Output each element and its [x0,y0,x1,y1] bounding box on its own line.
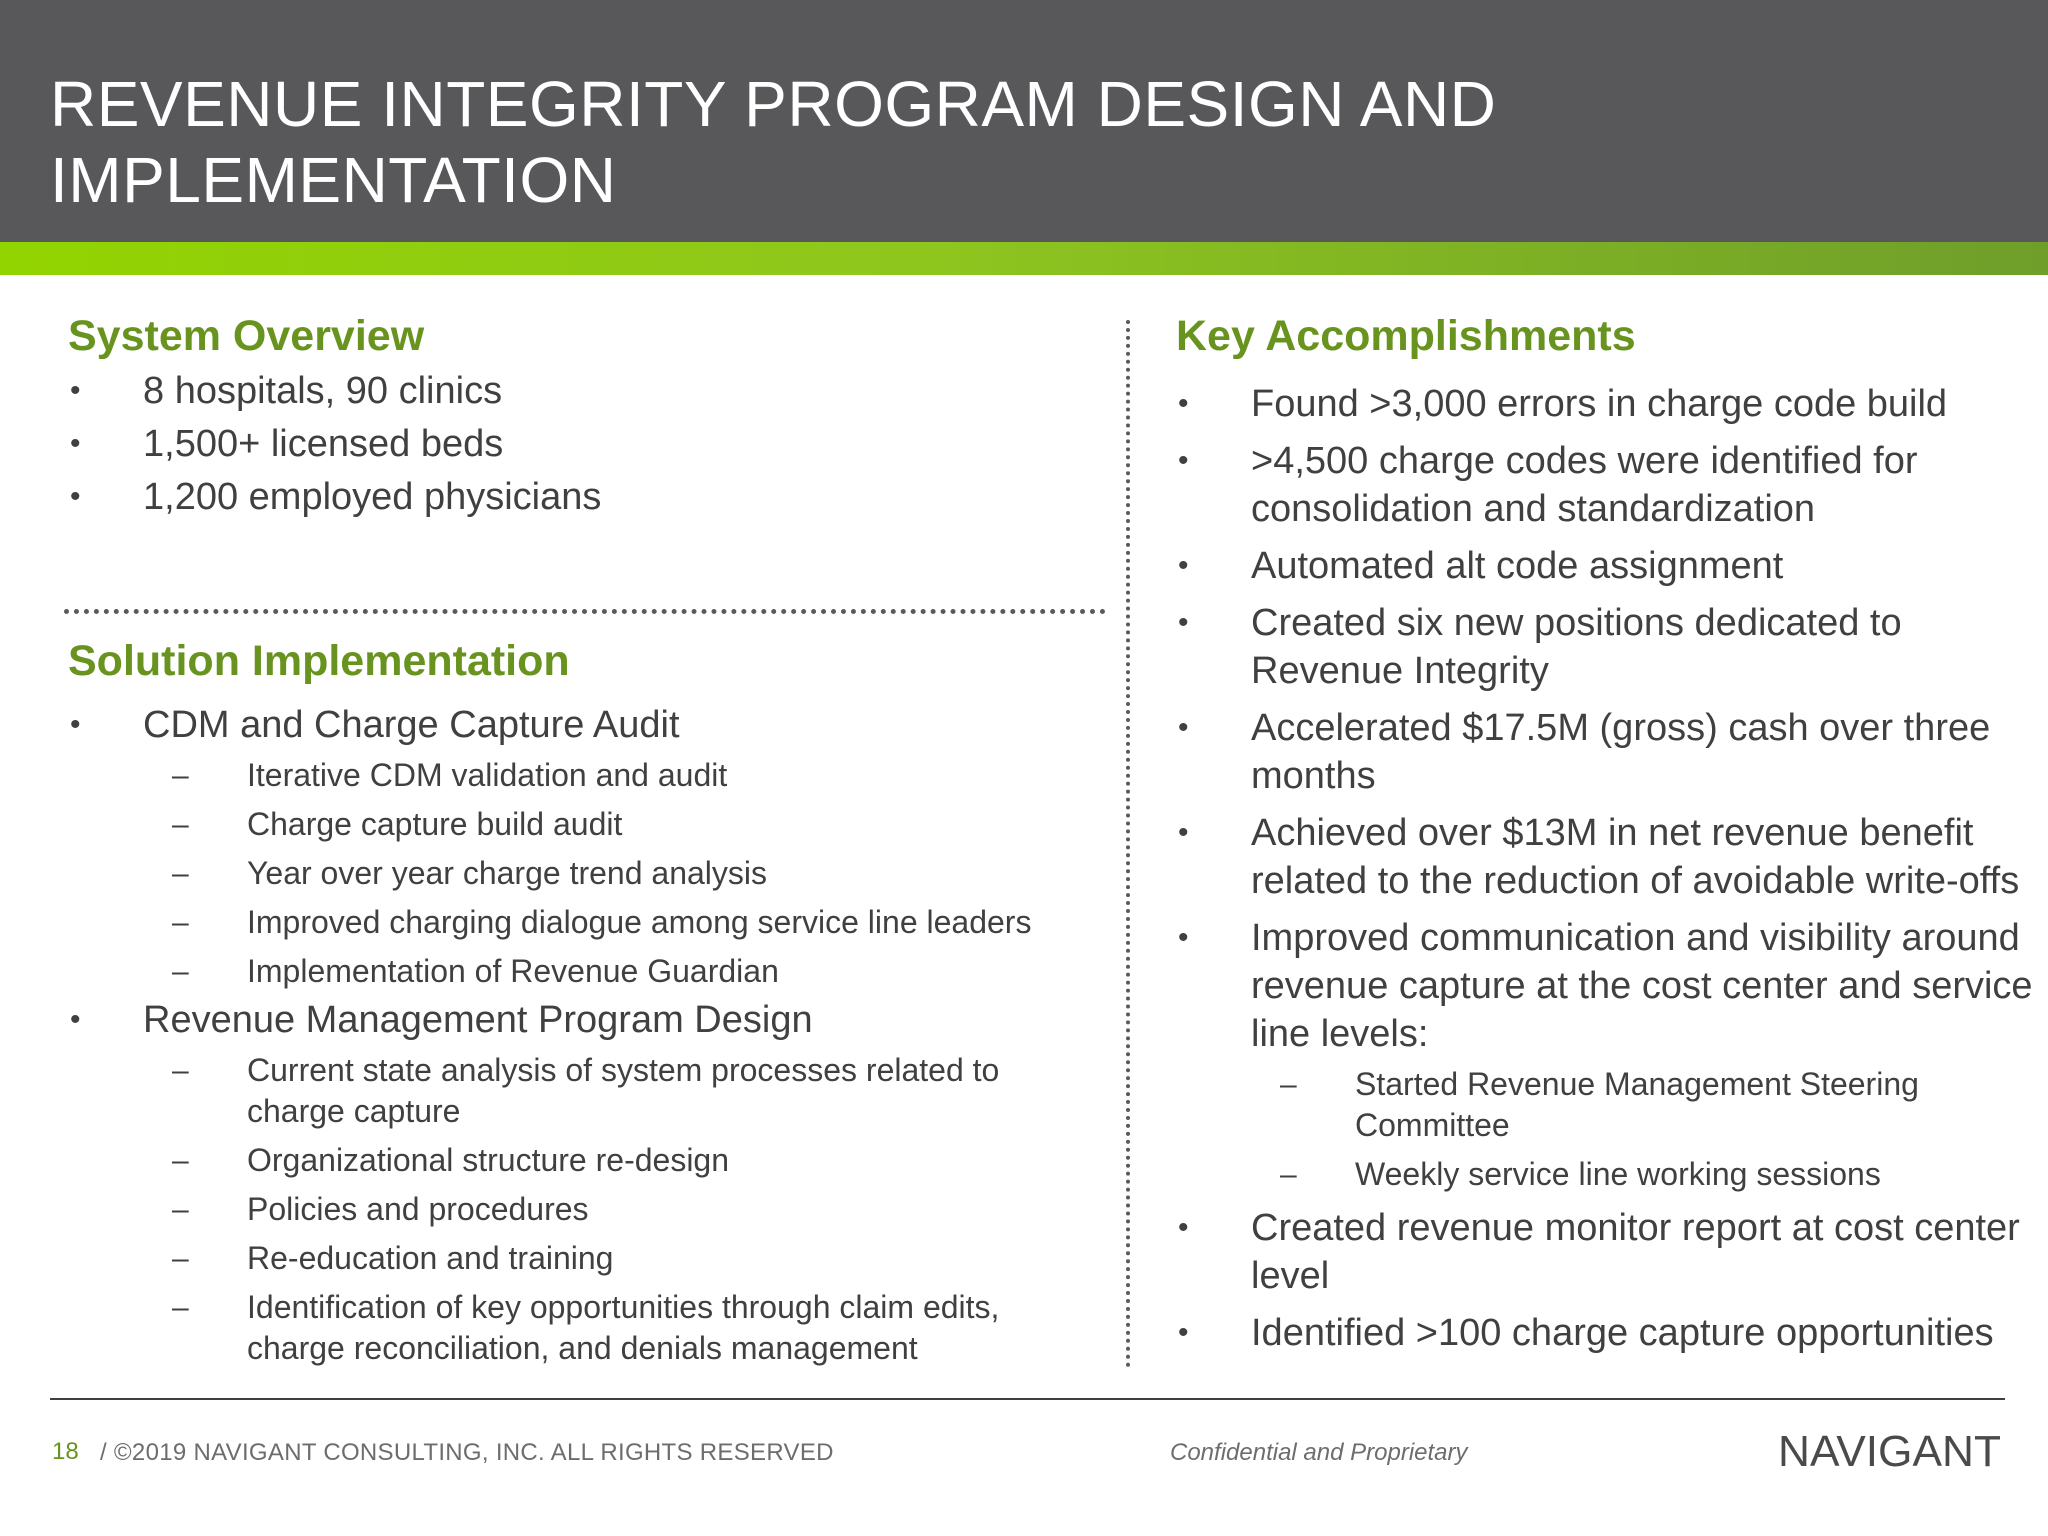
bullet-icon: • [1178,711,1189,744]
bullet-icon: • [1178,606,1189,639]
title-banner [0,0,2048,242]
solution-implementation-list [68,701,1118,1369]
sub-list-item: – Improved charging dialogue among service line leaders [68,902,1118,943]
list-item: • Created revenue monitor report at cost center level [1176,1204,2036,1300]
bullet-icon: • [1178,816,1189,849]
navigant-logo [1778,1424,2003,1474]
copyright-notice: / ©2019 NAVIGANT CONSULTING, INC. ALL RIGHTS RESERVED [100,1439,834,1466]
list-item: • Found >3,000 errors in charge code build [1176,380,2036,428]
footer-divider [50,1398,2005,1400]
system-overview-list [68,367,1098,521]
accent-bar [0,242,2048,275]
bullet-icon: • [1178,444,1189,477]
page-number: 18 [52,1438,79,1465]
sub-list-item: – Implementation of Revenue Guardian [68,951,1118,992]
list-item: • Revenue Management Program Design – Current state analysis of system processes related to charge capture – Organizational structure re-design – Policies and procedures – Re-education and training – Identification of key opportunities through claim edits, charge reconciliation, and denials management [68,996,1118,1369]
list-item: • 1,200 employed physicians [68,473,1098,521]
bullet-icon: • [1178,921,1189,954]
section-divider-horizontal [64,609,1106,614]
slide-title [50,66,1950,218]
list-item: • Identified >100 charge capture opportunities [1176,1309,2036,1357]
sub-list [1176,1064,2036,1195]
logo-wordmark: NAVIGANT [1778,1427,2001,1474]
dash-icon: – [172,1193,189,1226]
list-item: • Created six new positions dedicated to Revenue Integrity [1176,599,2036,695]
dash-icon: – [1280,1068,1297,1101]
bullet-icon: • [70,480,81,513]
dash-icon: – [172,759,189,792]
dash-icon: – [172,1291,189,1324]
dash-icon: – [172,857,189,890]
list-item: • 1,500+ licensed beds [68,420,1098,468]
sub-list-item: – Started Revenue Management Steering Committee [1280,1066,1919,1143]
bullet-icon: • [70,427,81,460]
bullet-icon: • [70,708,81,741]
bullet-icon: • [1178,1211,1189,1244]
key-accomplishments-list [1176,380,2036,1357]
dash-icon: – [172,955,189,988]
confidential-label: Confidential and Proprietary [1170,1439,1468,1466]
list-item: • Improved communication and visibility around revenue capture at the cost center and service line levels: – Started Revenue Management Steering Committee – Weekly service line working sessions [1176,914,2036,1195]
sub-list-item: – Organizational structure re-design [68,1140,1118,1181]
dash-icon: – [172,1242,189,1275]
dash-icon: – [172,1144,189,1177]
bullet-icon: • [1178,549,1189,582]
dash-icon: – [172,1054,189,1087]
system-overview-heading: System Overview [68,312,425,360]
sub-list-item: – Identification of key opportunities through claim edits, charge reconciliation, and denials management [172,1289,1000,1366]
sub-list-item: – Charge capture build audit [68,804,1118,845]
bullet-icon: • [70,374,81,407]
slide-title-line-1: REVENUE INTEGRITY PROGRAM DESIGN AND [50,68,1497,140]
bullet-icon: • [1178,387,1189,420]
list-item: • CDM and Charge Capture Audit – Iterative CDM validation and audit – Charge capture build audit – Year over year charge trend analysis – Improved charging dialogue among service line leaders – Implementation of Revenue Guardian [68,701,1118,992]
list-item: • Achieved over $13M in net revenue benefit related to the reduction of avoidable write-offs [1176,809,2036,905]
list-item: • 8 hospitals, 90 clinics [68,367,1098,415]
dash-icon: – [172,906,189,939]
sub-list-item: – Policies and procedures [68,1189,1118,1230]
sub-list-item: – Current state analysis of system processes related to charge capture [172,1052,1000,1129]
bullet-icon: • [1178,1316,1189,1349]
bullet-icon: • [70,1003,81,1036]
sub-list-item: – Re-education and training [68,1238,1118,1279]
slide-title-line-2: IMPLEMENTATION [50,144,617,216]
column-divider-vertical [1126,320,1130,1368]
key-accomplishments-heading: Key Accomplishments [1176,312,1636,360]
list-item: • >4,500 charge codes were identified for consolidation and standardization [1176,437,2036,533]
sub-list-item: – Weekly service line working sessions [1176,1154,2036,1195]
list-item: • Accelerated $17.5M (gross) cash over three months [1176,704,2036,800]
sub-list [68,1050,1118,1369]
sub-list-item: – Iterative CDM validation and audit [68,755,1118,796]
dash-icon: – [172,808,189,841]
sub-list [68,755,1118,992]
sub-list-item: – Year over year charge trend analysis [68,853,1118,894]
list-item: • Automated alt code assignment [1176,542,2036,590]
solution-implementation-heading: Solution Implementation [68,637,570,685]
dash-icon: – [1280,1158,1297,1191]
